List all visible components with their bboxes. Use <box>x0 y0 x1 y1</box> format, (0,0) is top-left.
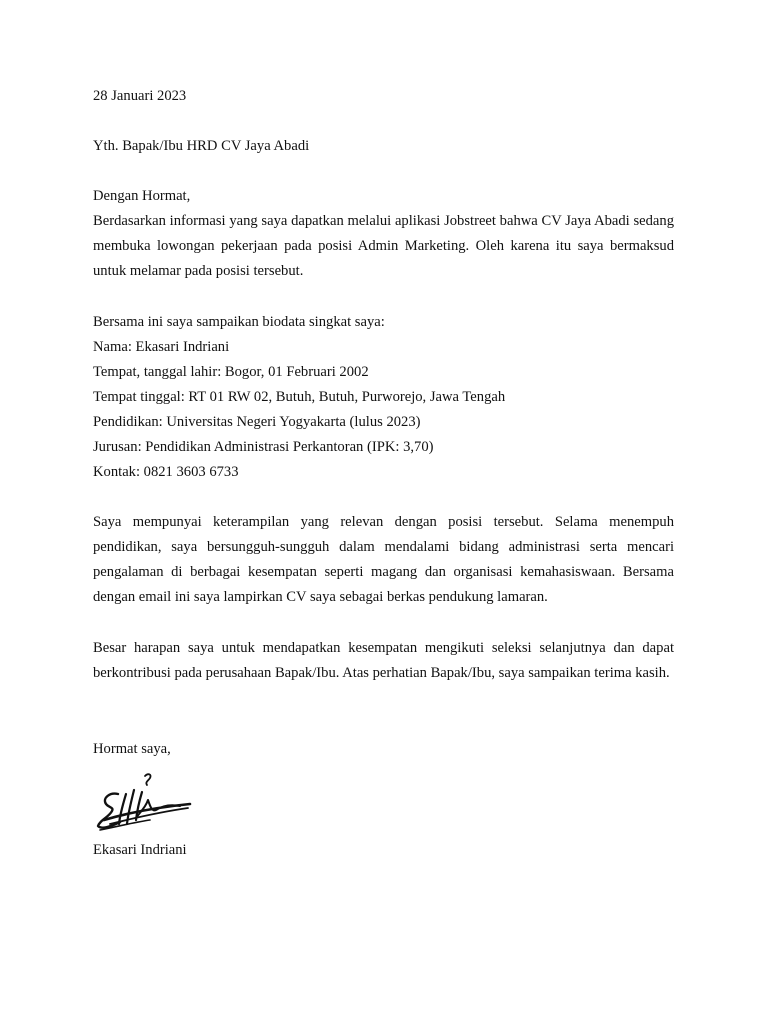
biodata-intro: Bersama ini saya sampaikan biodata singkat saya: <box>93 314 385 330</box>
intro-paragraph: Berdasarkan informasi yang saya dapatkan melalui aplikasi Jobstreet bahwa CV Jaya Abadi sedang membuka lowongan pekerjaan pada posisi Admin Marketing. Oleh karena itu saya bermaksud untuk melamar pada posisi tersebut. <box>93 213 674 279</box>
signer-name: Ekasari Indriani <box>93 842 187 858</box>
opening-section <box>93 184 674 284</box>
letter-recipient: Yth. Bapak/Ibu HRD CV Jaya Abadi <box>93 138 310 154</box>
biodata-birth: Tempat, tanggal lahir: Bogor, 01 Februari 2002 <box>93 364 369 380</box>
biodata-name: Nama: Ekasari Indriani <box>93 339 230 355</box>
closing-paragraph: Besar harapan saya untuk mendapatkan kesempatan mengikuti seleksi selanjutnya dan dapat berkontribusi pada perusahaan Bapak/Ibu. Atas perhatian Bapak/Ibu, saya sampaikan terima kasih. <box>93 640 674 681</box>
biodata-contact: Kontak: 0821 3603 6733 <box>93 464 239 480</box>
salutation: Dengan Hormat, <box>93 188 191 204</box>
handwritten-signature-icon <box>90 770 196 834</box>
biodata-address: Tempat tinggal: RT 01 RW 02, Butuh, Butuh, Purworejo, Jawa Tengah <box>93 389 506 405</box>
biodata-education: Pendidikan: Universitas Negeri Yogyakarta (lulus 2023) <box>93 414 421 430</box>
biodata-section <box>93 310 674 485</box>
skills-paragraph: Saya mempunyai keterampilan yang relevan dengan posisi tersebut. Selama menempuh pendidikan, saya bersungguh-sungguh dalam mendalami bidang administrasi serta mencari pengalaman di berbagai kesempatan seperti magang dan organisasi kemahasiswaan. Bersama dengan email ini saya lampirkan CV saya sebagai berkas pendukung lamaran. <box>93 514 674 605</box>
letter-date: 28 Januari 2023 <box>93 88 187 104</box>
biodata-major: Jurusan: Pendidikan Administrasi Perkantoran (IPK: 3,70) <box>93 439 434 455</box>
regards-line: Hormat saya, <box>93 741 171 757</box>
